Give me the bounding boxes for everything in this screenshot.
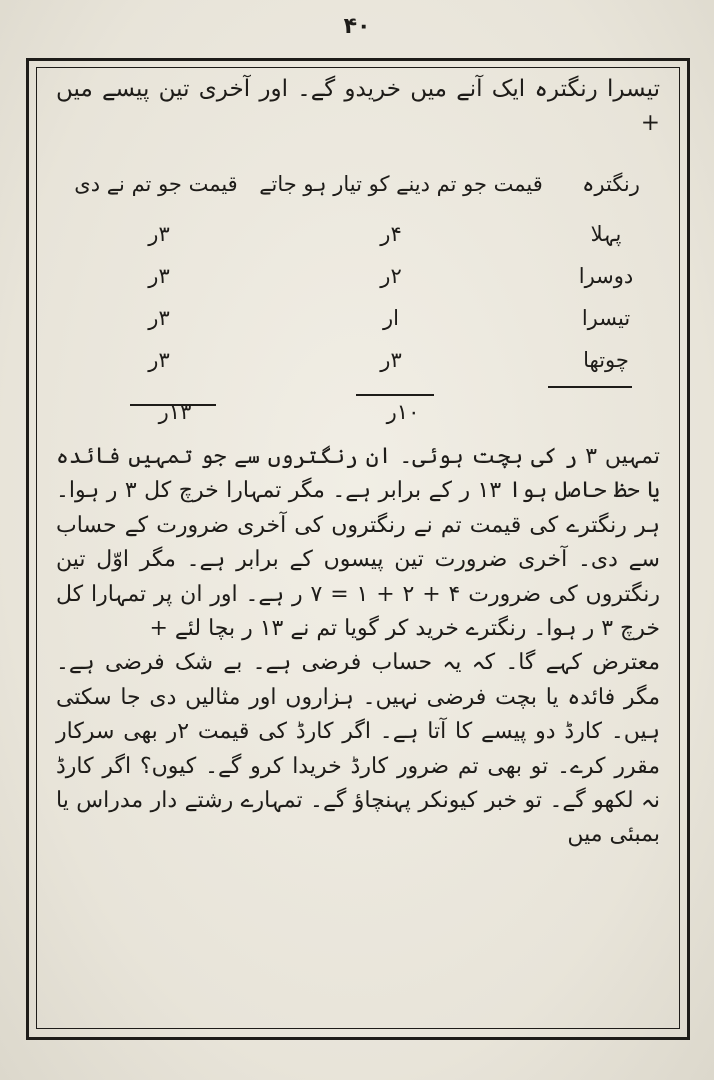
item-column-rule	[548, 386, 632, 388]
row-item: دوسرا	[578, 264, 634, 288]
page-number: ۴۰	[343, 14, 371, 39]
body-paragraph: معترض کہے گا۔ کہ یہ حساب فرضی ہے۔ بے شک فرضی ہے۔ مگر فائدہ یا بچت فرضی نہیں۔ ہزاروں اور مثالیں دی جا سکتی ہیں۔ کارڈ دو پیسے کا آتا ہے۔ اگر کارڈ کی قیمت ۲ر بھی سرکار مقرر کرے۔ تو بھی تم ضرور کارڈ خریدا کرو گے۔ کیوں؟ اگر کارڈ نہ لکھو گے۔ تو خبر کیونکر پہنچاؤ گے۔ تمہارے رشتے دار مدراس یا بمبئی میں	[56, 650, 660, 848]
table-row	[56, 264, 660, 300]
intro-paragraph	[56, 72, 660, 140]
row-item: چوتھا	[583, 348, 629, 372]
row-item: پہلا	[590, 222, 622, 246]
row-value-needed: ۲ر	[380, 264, 402, 288]
header-item: رنگترہ	[582, 172, 640, 196]
total-price-paid: ۱۳ر	[158, 400, 192, 424]
header-price-paid: قیمت جو تم نے دی	[74, 172, 238, 196]
body-text	[56, 440, 660, 853]
row-value-needed: ۳ر	[380, 348, 402, 372]
row-price-paid: ۳ر	[148, 222, 170, 246]
value-column-rule	[356, 394, 434, 396]
table-row	[56, 348, 660, 384]
orange-value-table	[56, 172, 660, 434]
intro-text: تیسرا رنگترہ ایک آنے میں خریدو گے۔ اور آخری تین پیسے میں +	[56, 76, 660, 136]
table-row	[56, 222, 660, 258]
row-price-paid: ۳ر	[148, 264, 170, 288]
header-value-needed: قیمت جو تم دینے کو تیار ہو جاتے	[259, 172, 543, 196]
row-item: تیسرا	[581, 306, 631, 330]
total-value-needed: ۱۰ر	[386, 400, 420, 424]
row-price-paid: ۳ر	[148, 306, 170, 330]
table-totals-row	[56, 400, 660, 436]
row-value-needed: ۴ر	[380, 222, 402, 246]
row-value-needed: ار	[383, 306, 399, 330]
table-row	[56, 306, 660, 342]
body-paragraph: تمہیں ۳ ر کی بچت ہوئی۔ ان رنگتروں سے جو تمہیں فائدہ یا حظ حاصل ہوا ۱۳ ر کے برابر ہے۔ مگر تمہارا خرچ کل ۳ ر ہوا۔ ہر رنگترے کی قیمت تم نے رنگتروں کی آخری ضرورت کے حساب سے دی۔ آخری ضرورت تین پیسوں کے برابر ہے۔ مگر اوّل تین رنگتروں کی ضرورت ۴ + ۲ + ۱ = ۷ ر ہے۔ اور ان پر تمہارا کل خرچ ۳ ر ہوا۔ رنگترے خرید کر گویا تم نے ۱۳ ر بچا لئے +	[56, 444, 661, 642]
row-price-paid: ۳ر	[148, 348, 170, 372]
